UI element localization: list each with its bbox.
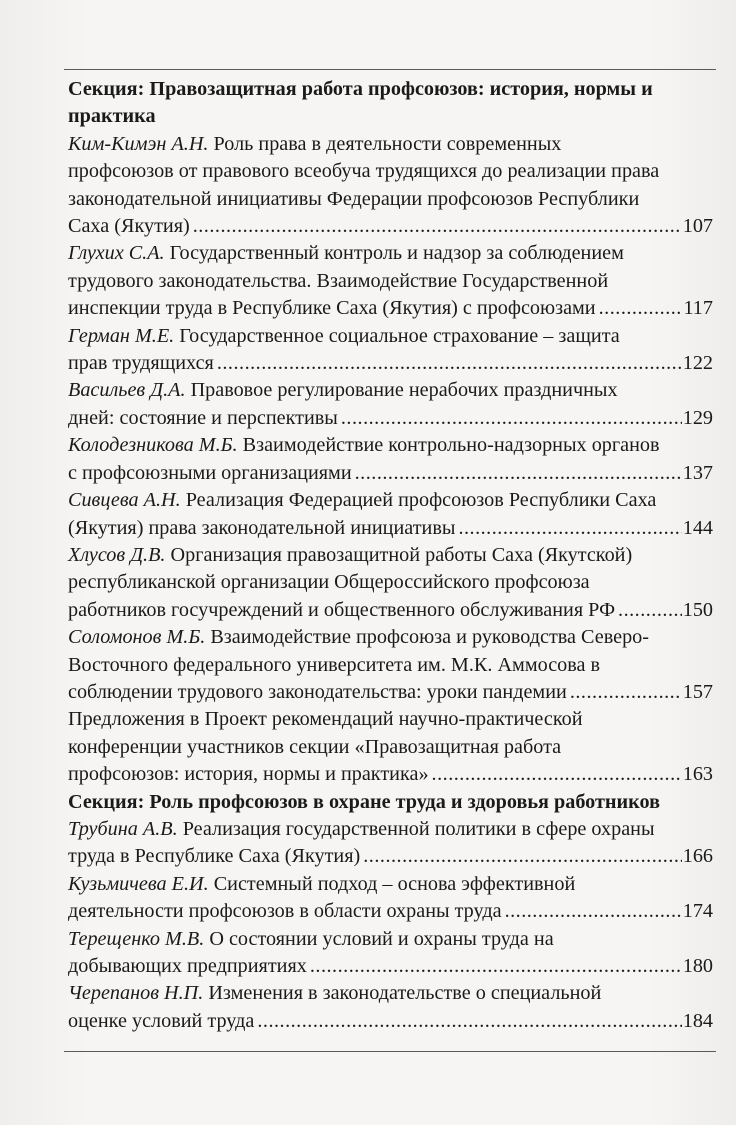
page-number: 129 bbox=[682, 406, 713, 429]
table-of-contents bbox=[68, 76, 713, 1035]
dot-leader bbox=[217, 350, 682, 377]
toc-entry-author: Глухих С.А. bbox=[68, 242, 165, 265]
toc-entry[interactable] bbox=[68, 980, 713, 1035]
toc-entry-author: Трубина А.В. bbox=[68, 817, 178, 840]
toc-entry-line bbox=[68, 706, 713, 733]
toc-entry-title-text: работников госучреждений и общественного обслуживания РФ bbox=[68, 598, 616, 621]
toc-entry-last-line bbox=[68, 898, 713, 925]
toc-entry-title-text: добывающих предприятиях bbox=[68, 955, 307, 977]
toc-entry-last-line bbox=[68, 515, 713, 542]
toc-entry-title-text: Взаимодействие профсоюза и руководства Северо- bbox=[205, 626, 650, 649]
bottom-rule bbox=[64, 1051, 716, 1052]
toc-entry-line bbox=[68, 734, 713, 761]
toc-entry-title-text: О состоянии условий и охраны труда на bbox=[204, 927, 554, 950]
toc-entry-last-line bbox=[68, 350, 713, 377]
toc-entry-author: Сивцева А.Н. bbox=[68, 489, 181, 512]
toc-entry-last-line bbox=[68, 405, 713, 432]
toc-entry-author: Черепанов Н.П. bbox=[68, 982, 204, 1005]
toc-entry-title-text: Государственное социальное страхование – защита bbox=[174, 324, 620, 347]
toc-entry-line bbox=[68, 268, 713, 295]
toc-entry-title-text: конференции участников секции «Правозащитная работа bbox=[68, 735, 562, 758]
toc-entry-title-text: Изменения в законодательстве о специальной bbox=[203, 982, 602, 1005]
top-rule bbox=[64, 69, 716, 70]
page-number: 144 bbox=[682, 516, 713, 539]
toc-entry-title-text: соблюдении трудового законодательства: уроки пандемии bbox=[68, 680, 567, 703]
dot-leader bbox=[618, 597, 682, 624]
page-number: 166 bbox=[682, 845, 713, 868]
toc-entry-line bbox=[68, 980, 713, 1007]
toc-entry-line bbox=[68, 652, 713, 679]
toc-entry-title-text: Системный подход – основа эффективной bbox=[208, 872, 576, 895]
toc-entry-title-text: Предложения в Проект рекомендаций научно-практической bbox=[68, 708, 583, 731]
toc-entry-title-text: Организация правозащитной работы Саха (Якутской) bbox=[165, 543, 633, 566]
toc-entry-title-text: труда в Республике Саха (Якутия) bbox=[68, 845, 361, 868]
dot-leader bbox=[599, 295, 683, 322]
toc-entry-line bbox=[68, 487, 713, 514]
section-heading-line: Секция: Правозащитная работа профсоюзов: история, нормы и bbox=[68, 78, 653, 100]
toc-entry-author: Соломонов М.Б. bbox=[68, 626, 206, 649]
dot-leader bbox=[341, 405, 682, 432]
dot-leader bbox=[257, 1008, 681, 1035]
section-heading bbox=[68, 789, 713, 816]
toc-entry-title-text: Взаимодействие контрольно-надзорных органов bbox=[237, 434, 660, 457]
section-heading-line: Секция: Роль профсоюзов в охране труда и здоровья работников bbox=[68, 790, 661, 813]
toc-entry-last-line bbox=[68, 1008, 713, 1035]
toc-entry-line bbox=[68, 926, 713, 953]
toc-entry-title-text: Саха (Якутия) bbox=[68, 215, 190, 238]
toc-entry-line bbox=[68, 131, 713, 158]
toc-entry[interactable] bbox=[68, 377, 713, 432]
page-number: 157 bbox=[682, 680, 713, 703]
toc-entry-last-line bbox=[68, 843, 713, 870]
dot-leader bbox=[570, 679, 682, 706]
toc-entry[interactable] bbox=[68, 131, 713, 241]
toc-entry-title-text: Реализация государственной политики в сфере охраны bbox=[177, 817, 655, 840]
toc-entry-author: Кузьмичева Е.И. bbox=[68, 872, 209, 895]
toc-entry-author: Хлусов Д.В. bbox=[68, 543, 166, 566]
toc-entry-author: Терещенко М.В. bbox=[68, 927, 205, 950]
page-number: 174 bbox=[682, 900, 713, 923]
toc-entry-line bbox=[68, 432, 713, 459]
page-number: 137 bbox=[682, 461, 713, 484]
toc-entry-line bbox=[68, 871, 713, 898]
page-number: 180 bbox=[682, 955, 713, 977]
toc-entry-last-line bbox=[68, 953, 713, 980]
toc-entry-title-text: трудового законодательства. Взаимодействие Государственной bbox=[68, 269, 609, 292]
toc-entry[interactable] bbox=[68, 487, 713, 542]
toc-entry[interactable] bbox=[68, 816, 713, 871]
toc-entry-title-text: дней: состояние и перспективы bbox=[68, 406, 338, 429]
toc-entry-last-line bbox=[68, 295, 713, 322]
toc-entry-author: Герман М.Е. bbox=[68, 324, 175, 347]
toc-entry-line bbox=[68, 542, 713, 569]
toc-entry-title-text: Правовое регулирование нерабочих праздничных bbox=[185, 379, 618, 402]
toc-entry-title-text: профсоюзов: история, нормы и практика» bbox=[68, 763, 429, 786]
toc-entry-author: Колодезникова М.Б. bbox=[68, 434, 238, 457]
page-number: 150 bbox=[682, 598, 713, 621]
toc-entry-line bbox=[68, 816, 713, 843]
toc-entry-last-line bbox=[68, 761, 713, 788]
toc-entry[interactable] bbox=[68, 240, 713, 322]
toc-entry-title-text: с профсоюзными организациями bbox=[68, 461, 352, 484]
dot-leader bbox=[310, 953, 682, 980]
toc-entry-line bbox=[68, 569, 713, 596]
toc-entry-line bbox=[68, 377, 713, 404]
toc-entry-last-line bbox=[68, 213, 713, 240]
dot-leader bbox=[355, 460, 682, 487]
page-number: 117 bbox=[683, 297, 713, 320]
toc-entry-author: Ким-Кимэн А.Н. bbox=[68, 132, 209, 155]
toc-entry[interactable] bbox=[68, 926, 713, 981]
toc-entry[interactable] bbox=[68, 323, 713, 378]
page-number: 107 bbox=[682, 215, 713, 238]
toc-entry[interactable] bbox=[68, 432, 713, 487]
dot-leader bbox=[363, 843, 681, 870]
toc-entry-line bbox=[68, 158, 713, 185]
dot-leader bbox=[458, 515, 681, 542]
toc-entry-line bbox=[68, 186, 713, 213]
toc-entry-title-text: деятельности профсоюзов в области охраны труда bbox=[68, 900, 502, 923]
toc-entry[interactable] bbox=[68, 706, 713, 788]
toc-entry-title-text: оценке условий труда bbox=[68, 1009, 255, 1032]
toc-entry[interactable] bbox=[68, 624, 713, 706]
toc-entry-title-text: законодательной инициативы Федерации профсоюзов Республики bbox=[68, 187, 640, 210]
toc-entry-title-text: Роль права в деятельности современных bbox=[208, 132, 562, 155]
page-number: 184 bbox=[682, 1009, 713, 1032]
dot-leader bbox=[432, 761, 682, 788]
toc-entry-author: Васильев Д.А. bbox=[68, 379, 186, 402]
dot-leader bbox=[505, 898, 682, 925]
toc-entry-title-text: республиканской организации Общероссийского профсоюза bbox=[68, 571, 590, 594]
dot-leader bbox=[193, 213, 682, 240]
toc-entry-title-text: Реализация Федерацией профсоюзов Республики Саха bbox=[180, 489, 657, 512]
toc-entry-line bbox=[68, 624, 713, 651]
toc-entry-last-line bbox=[68, 597, 713, 624]
toc-entry-title-text: Государственный контроль и надзор за соблюдением bbox=[164, 242, 624, 265]
toc-entry-last-line bbox=[68, 460, 713, 487]
toc-entry-title-text: профсоюзов от правового всеобуча трудящихся до реализации права bbox=[68, 160, 660, 183]
page-number: 163 bbox=[682, 763, 713, 786]
toc-entry-line bbox=[68, 323, 713, 350]
toc-entry-title-text: прав трудящихся bbox=[68, 352, 214, 375]
toc-entry-title-text: Восточного федерального университета им. М.К. Аммосова в bbox=[68, 653, 601, 676]
page-number: 122 bbox=[682, 352, 713, 375]
toc-entry-last-line bbox=[68, 679, 713, 706]
section-heading bbox=[68, 76, 713, 131]
toc-entry-title-text: (Якутия) права законодательной инициативы bbox=[68, 516, 456, 539]
toc-entry[interactable] bbox=[68, 542, 713, 624]
section-heading-line: практика bbox=[68, 105, 156, 128]
toc-entry-line bbox=[68, 240, 713, 267]
toc-entry-title-text: инспекции труда в Республике Саха (Якутия) с профсоюзами bbox=[68, 297, 596, 320]
toc-entry[interactable] bbox=[68, 871, 713, 926]
